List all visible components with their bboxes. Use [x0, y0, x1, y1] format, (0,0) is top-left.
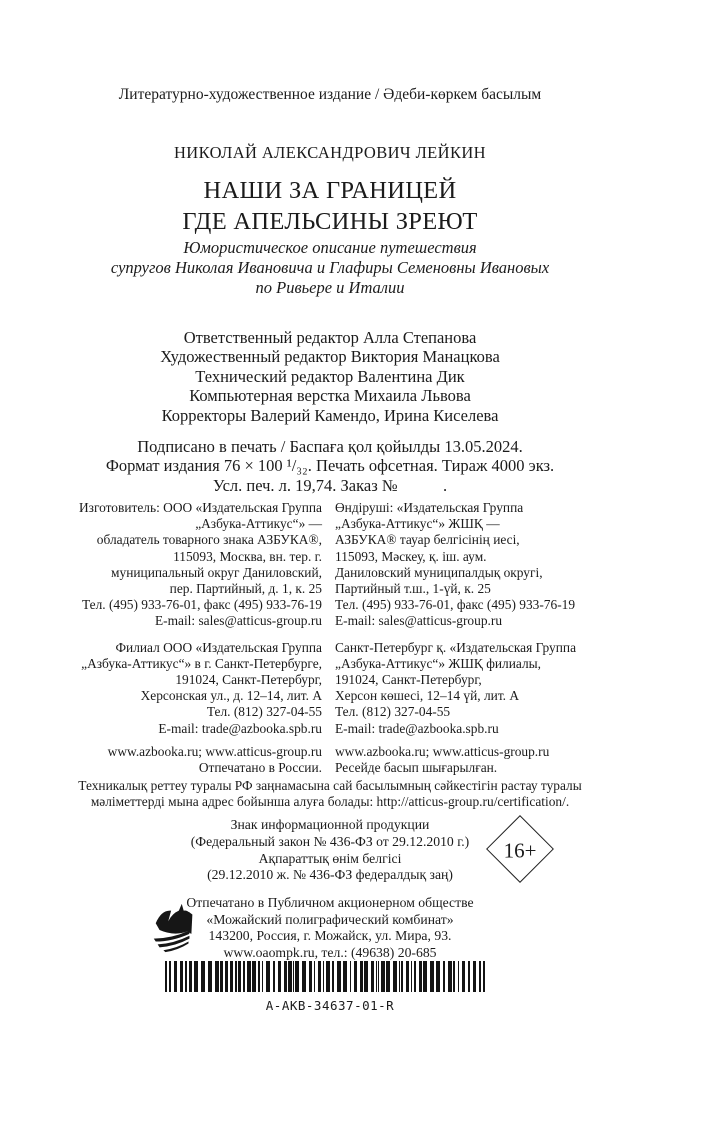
subtitle-line-3: по Ривьере и Италии [255, 278, 405, 297]
text-line: пер. Партийный, д. 1, к. 25 [169, 581, 322, 597]
websites-line-kz: www.azbooka.ru; www.atticus-group.ru [335, 743, 550, 759]
phone-line: Тел. (812) 327-04-55 [335, 704, 451, 720]
barcode-text: A-AKB-34637-01-R [265, 998, 395, 1013]
branch-address-ru [31, 640, 322, 737]
certification-line-2: мәліметтерді мына адрес бойынша алуға болады: http://atticus-group.ru/certification/. [90, 794, 570, 810]
email-line: E-mail: sales@atticus-group.ru [335, 613, 503, 629]
subtitle-line-2: супругов Николая Ивановича и Глафиры Семеновны Ивановых [110, 258, 550, 277]
author-name: НИКОЛАЙ АЛЕКСАНДРОВИЧ ЛЕЙКИН [173, 143, 486, 162]
phone-line: Тел. (495) 933-76-01, факс (495) 933-76-19 [335, 597, 576, 613]
email-line: E-mail: trade@azbooka.spb.ru [158, 720, 322, 736]
publisher-column-kazakh [335, 500, 626, 776]
staff-credits [0, 328, 660, 425]
imprint-order-line: Усл. печ. л. 19,74. Заказ № . [212, 475, 448, 495]
barcode-section [0, 961, 660, 1013]
info-sign-line-2: (Федеральный закон № 436-ФЗ от 29.12.2010 г.) [190, 833, 470, 849]
text-line: „Азбука-Аттикус“» в г. Санкт-Петербурге, [81, 655, 322, 671]
edition-type-line: Литературно-художественное издание / Әдеби-көркем басылым [118, 86, 542, 103]
publisher-columns [0, 500, 709, 776]
imprint-signed-line: Подписано в печать / Баспаға қол қойылды 13.05.2024. [137, 437, 523, 456]
subtitle-line-1: Юмористическое описание путешествия [183, 238, 477, 257]
credit-line: Художественный редактор Виктория Манацкова [160, 347, 500, 367]
text-line: обладатель товарного знака АЗБУКА®, [96, 532, 322, 548]
text-line: Филиал ООО «Издательская Группа [115, 639, 322, 655]
certification-line-1: Техникалық реттеу туралы РФ заңнамасына сай басылымның сәйкестігін растау туралы [78, 778, 582, 793]
phone-line: Тел. (495) 933-76-01, факс (495) 933-76-19 [81, 597, 322, 613]
imprint-info [0, 437, 660, 495]
credit-line: Компьютерная верстка Михаила Львова [189, 386, 471, 406]
info-sign-line-1: Знак информационной продукции [230, 817, 430, 832]
information-product-sign [0, 817, 660, 884]
text-line: 115093, Мәскеу, қ. іш. аум. [335, 548, 487, 564]
text-line: Даниловский муниципалдық округі, [335, 564, 543, 580]
printing-house-info [0, 895, 660, 961]
credit-line: Технический редактор Валентина Дик [195, 366, 465, 386]
text-line: 191024, Санкт-Петербург, [175, 672, 322, 688]
text-line: Партийный т.ш., 1-үй, к. 25 [335, 581, 491, 597]
text-line: Санкт-Петербург қ. «Издательская Группа [335, 639, 577, 655]
age-rating-value: 16+ [503, 837, 537, 862]
printer-line-3: 143200, Россия, г. Можайск, ул. Мира, 93. [208, 928, 452, 943]
credit-line: Корректоры Валерий Камендо, Ирина Киселева [161, 405, 499, 425]
printed-in-line-kz: Ресейде басып шығарылған. [335, 760, 498, 776]
producer-address-ru [31, 500, 322, 630]
text-line: 191024, Санкт-Петербург, [335, 672, 482, 688]
websites-line-ru: www.azbooka.ru; www.atticus-group.ru [107, 743, 322, 759]
producer-address-kz [335, 500, 626, 630]
text-line: Өндіруші: «Издательская Группа [335, 500, 524, 515]
text-line: „Азбука-Аттикус“» — [195, 516, 322, 532]
text-line: АЗБУКА® тауар белгісінің иесі, [335, 532, 520, 548]
text-line: „Азбука-Аттикус“» ЖШҚ филиалы, [335, 655, 541, 671]
imprint-format-line: Формат издания 76 × 100 ¹/₃₂. Печать офсетная. Тираж 4000 экз. [105, 456, 555, 476]
text-line: муниципальный округ Даниловский, [111, 564, 322, 580]
text-line: Херсон көшесі, 12–14 үй, лит. А [335, 688, 520, 704]
barcode [165, 961, 495, 992]
email-line: E-mail: sales@atticus-group.ru [154, 613, 322, 629]
text-line: „Азбука-Аттикус“» ЖШҚ — [335, 516, 500, 532]
printed-in-line-ru: Отпечатано в России. [198, 760, 322, 776]
book-title-line-1: НАШИ ЗА ГРАНИЦЕЙ [203, 177, 457, 204]
book-subtitle [0, 238, 660, 298]
text-line: Изготовитель: ООО «Издательская Группа [79, 500, 322, 515]
email-line: E-mail: trade@azbooka.spb.ru [335, 720, 499, 736]
printing-house-logo-icon [146, 902, 204, 956]
text-line: Херсонская ул., д. 12–14, лит. А [140, 688, 322, 704]
branch-address-kz [335, 640, 626, 737]
printer-line-1: Отпечатано в Публичном акционерном обществе [186, 895, 474, 910]
book-title [0, 175, 660, 237]
printer-line-4: www.oaompk.ru, тел.: (49638) 20-685 [223, 944, 437, 960]
book-title-line-2: ГДЕ АПЕЛЬСИНЫ ЗРЕЮТ [182, 208, 478, 235]
credit-line: Ответственный редактор Алла Степанова [183, 328, 477, 347]
info-sign-line-3: Ақпараттық өнім белгісі [258, 850, 402, 866]
text-line: 115093, Москва, вн. тер. г. [173, 548, 322, 564]
phone-line: Тел. (812) 327-04-55 [206, 704, 322, 720]
info-sign-line-4: (29.12.2010 ж. № 436-ФЗ федералдық заң) [207, 867, 453, 883]
certification-notice [0, 778, 660, 811]
printer-line-2: «Можайский полиграфический комбинат» [206, 911, 454, 927]
publisher-column-russian [31, 500, 322, 776]
